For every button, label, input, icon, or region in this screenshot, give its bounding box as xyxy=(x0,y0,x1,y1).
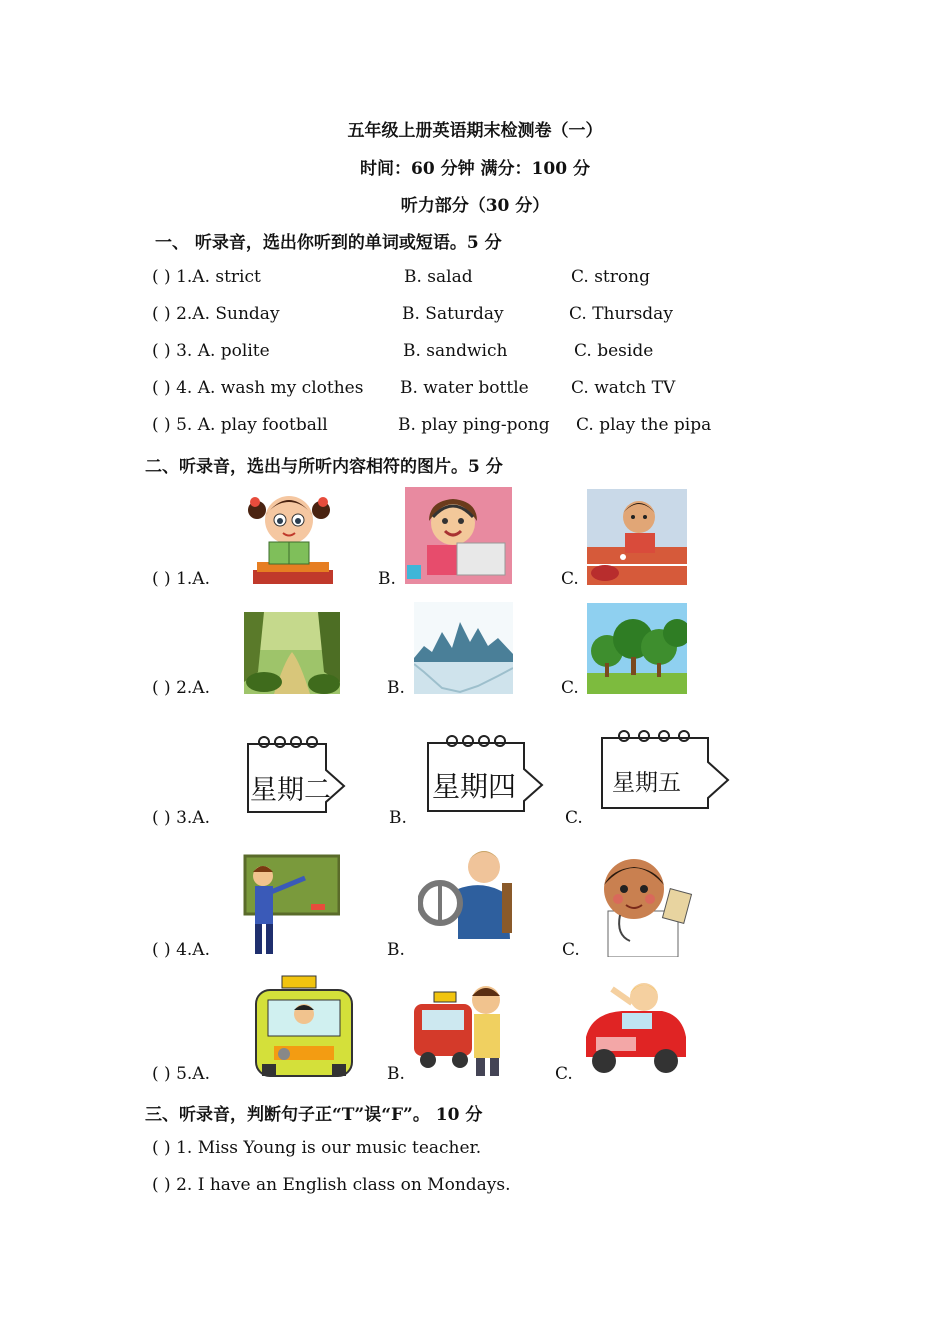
doctor-image xyxy=(590,855,701,957)
s1-item2-c: C. Thursday xyxy=(569,304,673,324)
s2-row2-b: B. xyxy=(387,678,405,698)
boy-red-car-image xyxy=(582,975,688,1079)
s1-item5-b: B. play ping-pong xyxy=(398,415,550,435)
s1-item4-c: C. watch TV xyxy=(571,378,676,398)
s2-row3-c: C. xyxy=(565,808,583,828)
s1-item5-a: ( ) 5. A. play football xyxy=(152,415,328,435)
girl-laptop-image xyxy=(405,487,512,584)
s1-item1-b: B. salad xyxy=(404,267,473,287)
mountains-lake-image xyxy=(414,602,513,694)
section2-heading: 二、听录音，选出与所听内容相符的图片。5 分 xyxy=(145,457,503,477)
s2-row1-c: C. xyxy=(561,569,579,589)
part-title: 听力部分（30 分） xyxy=(400,196,550,216)
teacher-blackboard-image xyxy=(243,854,340,958)
s1-item3-a: ( ) 3. A. polite xyxy=(152,341,270,361)
s1-item4-a: ( ) 4. A. wash my clothes xyxy=(152,378,364,398)
s3-item1: ( ) 1. Miss Young is our music teacher. xyxy=(152,1138,482,1158)
page-title: 五年级上册英语期末检测卷（一） xyxy=(347,121,603,141)
calendar-label-friday: 星期五 xyxy=(612,770,681,796)
calendar-label-thursday: 星期四 xyxy=(432,770,517,803)
section3-heading: 三、听录音，判断句子正“T”误“F”。 10 分 xyxy=(145,1105,483,1125)
s1-item3-c: C. beside xyxy=(574,341,654,361)
girl-reading-image xyxy=(243,488,335,586)
section1-heading: 一、 听录音，选出你听到的单词或短语。5 分 xyxy=(155,233,502,253)
s2-row4-c: C. xyxy=(562,940,580,960)
jungle-river-image xyxy=(244,612,340,694)
s2-row4-b: B. xyxy=(387,940,405,960)
s2-row3-b: B. xyxy=(389,808,407,828)
s2-row5-b: B. xyxy=(387,1064,405,1084)
calendar-friday-image xyxy=(598,722,730,812)
boy-pingpong-image xyxy=(587,489,687,585)
taxi-driver-image xyxy=(414,978,511,1078)
s2-row4-a: ( ) 4.A. xyxy=(152,940,210,960)
calendar-thursday-image xyxy=(424,729,544,815)
s1-item4-b: B. water bottle xyxy=(400,378,529,398)
s2-row1-a: ( ) 1.A. xyxy=(152,569,210,589)
s2-row5-a: ( ) 5.A. xyxy=(152,1064,210,1084)
s2-row5-c: C. xyxy=(555,1064,573,1084)
s2-row2-c: C. xyxy=(561,678,579,698)
s1-item3-b: B. sandwich xyxy=(403,341,508,361)
s1-item5-c: C. play the pipa xyxy=(576,415,712,435)
s1-item1-c: C. strong xyxy=(571,267,650,287)
calendar-tuesday-image xyxy=(244,730,348,816)
s3-item2: ( ) 2. I have an English class on Mondays. xyxy=(152,1175,511,1195)
time-score-line: 时间：60 分钟 满分：100 分 xyxy=(360,159,590,179)
s1-item1-a: ( ) 1.A. strict xyxy=(152,267,261,287)
forest-image xyxy=(587,603,687,694)
driver-wheel-image xyxy=(418,843,514,941)
s1-item2-a: ( ) 2.A. Sunday xyxy=(152,304,280,324)
calendar-label-tuesday: 星期二 xyxy=(250,775,331,806)
taxi-front-image xyxy=(252,974,360,1080)
s2-row2-a: ( ) 2.A. xyxy=(152,678,210,698)
s2-row1-b: B. xyxy=(378,569,396,589)
s1-item2-b: B. Saturday xyxy=(402,304,504,324)
s2-row3-a: ( ) 3.A. xyxy=(152,808,210,828)
